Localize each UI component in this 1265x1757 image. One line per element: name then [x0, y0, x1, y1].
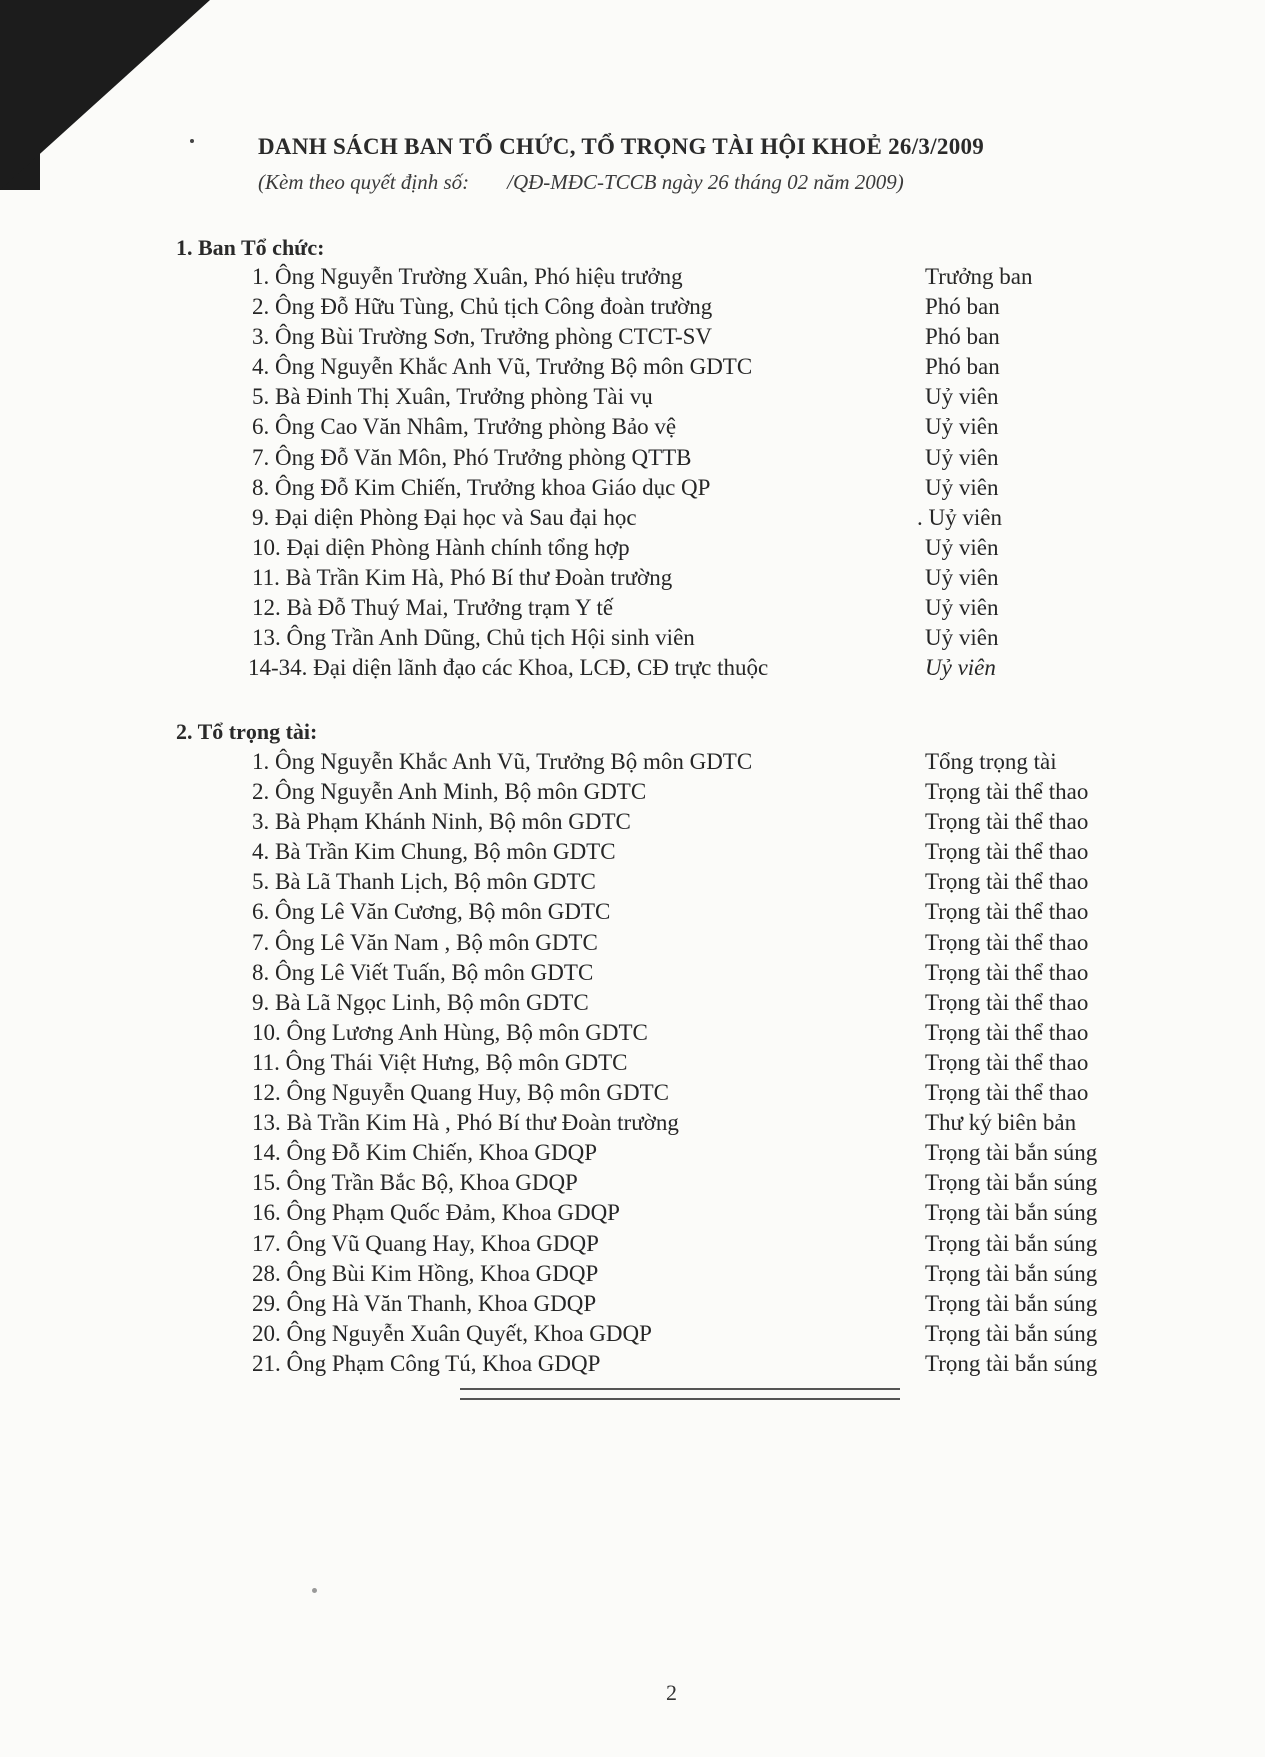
member-name: 29. Ông Hà Văn Thanh, Khoa GDQP: [252, 1290, 597, 1316]
member-role: Trọng tài thể thao: [925, 929, 1089, 955]
member-name: 17. Ông Vũ Quang Hay, Khoa GDQP: [252, 1230, 599, 1256]
member-role: Trọng tài bắn súng: [925, 1230, 1098, 1256]
member-name: 1. Ông Nguyễn Khắc Anh Vũ, Trưởng Bộ môn GDTC: [252, 749, 753, 774]
member-name: 6. Ông Lê Văn Cương, Bộ môn GDTC: [252, 899, 611, 925]
member-name: 15. Ông Trần Bắc Bộ, Khoa GDQP: [252, 1170, 578, 1196]
member-name: 13. Ông Trần Anh Dũng, Chủ tịch Hội sinh viên: [252, 625, 695, 651]
list-item: [252, 747, 1142, 777]
list-item: [252, 1138, 1142, 1168]
member-name: 11. Bà Trần Kim Hà, Phó Bí thư Đoàn trường: [252, 564, 673, 590]
member-name: 28. Ông Bùi Kim Hồng, Khoa GDQP: [252, 1260, 599, 1286]
list-item: [252, 412, 1142, 442]
list-item: [252, 837, 1142, 867]
member-name: 8. Ông Lê Viết Tuấn, Bộ môn GDTC: [252, 959, 594, 985]
list-item: [252, 1168, 1142, 1198]
list-item: [252, 1259, 1142, 1289]
member-role: Uỷ viên: [925, 474, 999, 500]
member-role: Trọng tài thể thao: [925, 779, 1089, 805]
member-name: 4. Ông Nguyễn Khắc Anh Vũ, Trưởng Bộ môn GDTC: [252, 354, 753, 380]
section-organizing-committee-heading: 1. Ban Tổ chức:: [176, 235, 325, 260]
member-name: 2. Ông Nguyễn Anh Minh, Bộ môn GDTC: [252, 779, 647, 805]
list-item: [252, 352, 1142, 382]
subtitle-suffix: /QĐ-MĐC-TCCB ngày 26 tháng 02 năm 2009): [507, 170, 904, 194]
list-item: [252, 563, 1142, 593]
list-item: [252, 1319, 1142, 1349]
member-name: 16. Ông Phạm Quốc Đảm, Khoa GDQP: [252, 1200, 620, 1226]
member-role: Phó ban: [925, 354, 1000, 380]
member-name: 1. Ông Nguyễn Trường Xuân, Phó hiệu trưởng: [252, 264, 683, 289]
list-item: [248, 653, 1142, 683]
member-name: 8. Ông Đỗ Kim Chiến, Trưởng khoa Giáo dục QP: [252, 474, 711, 500]
list-item: [252, 262, 1142, 292]
member-name: 3. Bà Phạm Khánh Ninh, Bộ môn GDTC: [252, 809, 631, 835]
list-item: [252, 1198, 1142, 1228]
list-item: [252, 593, 1142, 623]
member-role: Trọng tài thể thao: [925, 899, 1089, 925]
list-item: [252, 988, 1142, 1018]
member-name: 21. Ông Phạm Công Tú, Khoa GDQP: [252, 1350, 601, 1376]
section-referee-team-heading: 2. Tổ trọng tài:: [176, 719, 318, 744]
document-title: DANH SÁCH BAN TỔ CHỨC, TỔ TRỌNG TÀI HỘI KHOẺ 26/3/2009: [258, 134, 985, 159]
page-number: 2: [666, 1680, 677, 1705]
list-item: [252, 473, 1142, 503]
member-role: Trọng tài thể thao: [925, 989, 1089, 1015]
document-subtitle: [258, 170, 1118, 195]
list-item: [252, 443, 1142, 473]
member-role: Trọng tài bắn súng: [925, 1320, 1098, 1346]
member-name: 5. Bà Lã Thanh Lịch, Bộ môn GDTC: [252, 869, 596, 895]
scan-speck: [312, 1588, 317, 1593]
list-item: [252, 928, 1142, 958]
member-role: Trọng tài bắn súng: [925, 1170, 1098, 1196]
member-name: 14. Ông Đỗ Kim Chiến, Khoa GDQP: [252, 1140, 597, 1166]
referee-team-list: [252, 747, 1142, 1379]
list-item: [252, 623, 1142, 653]
member-name: 7. Ông Lê Văn Nam , Bộ môn GDTC: [252, 929, 598, 955]
list-item: [252, 1289, 1142, 1319]
list-item: [252, 503, 1142, 533]
member-name: 10. Ông Lương Anh Hùng, Bộ môn GDTC: [252, 1019, 648, 1045]
scan-speck: [190, 139, 194, 143]
list-item: [252, 897, 1142, 927]
member-name: 3. Ông Bùi Trường Sơn, Trưởng phòng CTCT-SV: [252, 324, 712, 350]
member-name: 11. Ông Thái Việt Hưng, Bộ môn GDTC: [252, 1049, 628, 1075]
member-role: Trọng tài bắn súng: [925, 1200, 1098, 1226]
list-item: [252, 1048, 1142, 1078]
list-item: [252, 533, 1142, 563]
list-item: [252, 807, 1142, 837]
member-role: Uỷ viên: [925, 384, 999, 410]
member-name: 5. Bà Đinh Thị Xuân, Trưởng phòng Tài vụ: [252, 384, 653, 410]
member-role: Tổng trọng tài: [925, 749, 1057, 774]
member-name: 10. Đại diện Phòng Hành chính tổng hợp: [252, 534, 630, 560]
member-name: 12. Ông Nguyễn Quang Huy, Bộ môn GDTC: [252, 1080, 669, 1106]
member-name: 7. Ông Đỗ Văn Môn, Phó Trưởng phòng QTTB: [252, 444, 692, 470]
member-role: Uỷ viên: [925, 564, 999, 590]
member-role: Trọng tài bắn súng: [925, 1350, 1098, 1376]
member-role: Trọng tài thể thao: [925, 1080, 1089, 1106]
member-role: Trọng tài thể thao: [925, 1049, 1089, 1075]
member-name: 6. Ông Cao Văn Nhâm, Trưởng phòng Bảo vệ: [252, 414, 677, 440]
list-item: [252, 777, 1142, 807]
member-name: 12. Bà Đỗ Thuý Mai, Trưởng trạm Y tế: [252, 595, 614, 621]
member-role: Trọng tài bắn súng: [925, 1260, 1098, 1286]
list-item: [252, 867, 1142, 897]
member-role: Trưởng ban: [925, 264, 1033, 289]
list-item: [252, 1108, 1142, 1138]
list-item: [252, 322, 1142, 352]
member-role: Trọng tài thể thao: [925, 809, 1089, 835]
list-item: [252, 1018, 1142, 1048]
member-role: Uỷ viên: [925, 655, 996, 681]
member-role: Trọng tài thể thao: [925, 1019, 1089, 1045]
member-name: 2. Ông Đỗ Hữu Tùng, Chủ tịch Công đoàn trường: [252, 294, 713, 320]
member-name: 9. Đại diện Phòng Đại học và Sau đại học: [252, 504, 637, 530]
member-role: Uỷ viên: [925, 595, 999, 621]
member-name: 9. Bà Lã Ngọc Linh, Bộ môn GDTC: [252, 989, 589, 1015]
list-item: [252, 292, 1142, 322]
member-role: Thư ký biên bản: [925, 1110, 1077, 1136]
member-role: Phó ban: [925, 294, 1000, 320]
member-role: Uỷ viên: [925, 444, 999, 470]
list-item: [252, 1349, 1142, 1379]
member-role: Trọng tài thể thao: [925, 869, 1089, 895]
member-role: Uỷ viên: [925, 534, 999, 560]
list-item: [252, 1078, 1142, 1108]
member-role: Uỷ viên: [925, 414, 999, 440]
member-name: 13. Bà Trần Kim Hà , Phó Bí thư Đoàn trường: [252, 1110, 679, 1136]
member-role: Trọng tài thể thao: [925, 839, 1089, 865]
list-item: [252, 1229, 1142, 1259]
member-role: . Uỷ viên: [917, 504, 1002, 530]
member-role: Trọng tài bắn súng: [925, 1140, 1098, 1166]
list-item: [252, 382, 1142, 412]
subtitle-prefix: (Kèm theo quyết định số:: [258, 170, 470, 194]
member-name: 20. Ông Nguyễn Xuân Quyết, Khoa GDQP: [252, 1320, 652, 1346]
member-name: 14-34. Đại diện lãnh đạo các Khoa, LCĐ, CĐ trực thuộc: [248, 655, 769, 681]
organizing-committee-list: [248, 262, 1142, 683]
list-item: [252, 958, 1142, 988]
member-role: Trọng tài thể thao: [925, 959, 1089, 985]
member-name: 4. Bà Trần Kim Chung, Bộ môn GDTC: [252, 839, 616, 865]
member-role: Trọng tài bắn súng: [925, 1290, 1098, 1316]
member-role: Uỷ viên: [925, 625, 999, 651]
end-divider: [460, 1388, 900, 1400]
member-role: Phó ban: [925, 324, 1000, 350]
